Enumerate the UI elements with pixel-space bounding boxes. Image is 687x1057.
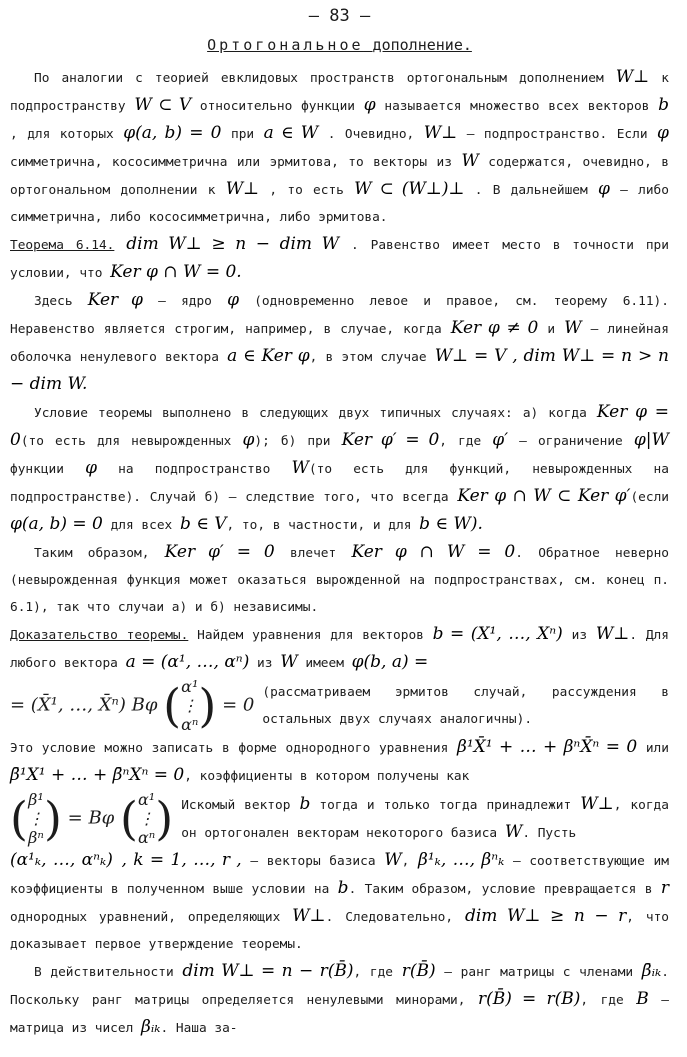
math-w-subset-perp-perp: W ⊂ (W⊥)⊥ xyxy=(354,179,465,199)
text-run: ); б) при xyxy=(254,434,331,449)
math-phi: φ xyxy=(657,123,669,143)
hermitian-remark: (рассматриваем эрмитов случай, рассуждения в остальных двух случаях аналогичны). xyxy=(262,684,669,727)
math-phi-ab-zero: φ(a, b) = 0 xyxy=(10,514,103,534)
math-phi-ab-zero: φ(a, b) = 0 xyxy=(123,123,222,143)
math-w-perp: W⊥ xyxy=(615,67,650,87)
text-run: – ограничение xyxy=(519,434,623,449)
paragraph-equations xyxy=(10,734,669,790)
text-run: имеем xyxy=(305,656,344,671)
math-phi-ba: φ(b, a) = xyxy=(351,652,429,672)
math-b-vector: b = (X¹, …, Xⁿ) xyxy=(432,624,563,644)
math-b: b xyxy=(337,878,349,898)
text-run: . Обратное неверно (невырожденная функция может оказаться вырожденной на подпространствах, см. конец п. 6.1), так что случаи а) и б) независимы. xyxy=(10,546,669,615)
text-run: ⋮ xyxy=(181,696,198,715)
text-run: , для которых xyxy=(10,127,114,142)
math-bilinear-form: = (X̄¹, …, X̄ⁿ) Bφ (α¹ ⋮ αⁿ) = 0 xyxy=(10,677,255,734)
text-run: тогда и только тогда принадлежит xyxy=(319,797,572,813)
math-b-in-w: b ∈ W). xyxy=(419,514,483,534)
math-ker-prime-zero: Ker φ′ = 0 xyxy=(164,542,275,562)
text-run: и xyxy=(547,322,556,337)
text-run: (одновременно левое и правое, см. теорему 6.11). Неравенство является строгим, например, в случае, когда xyxy=(10,294,669,337)
math-r: r xyxy=(660,878,669,898)
math-equation-1: β¹X̄¹ + … + βⁿX̄ⁿ = 0 xyxy=(457,737,638,757)
math-phi: φ xyxy=(85,458,97,478)
text-run: α¹ xyxy=(138,790,156,809)
text-run: из xyxy=(257,656,273,671)
text-run: (если xyxy=(630,490,669,505)
equation-block-coefficients xyxy=(10,790,669,847)
paragraph-consequence xyxy=(10,539,669,621)
math-a-in-ker: a ∈ Ker φ xyxy=(227,346,310,366)
math-w: W xyxy=(291,458,309,478)
paragraph-proof-start xyxy=(10,621,669,677)
math-rank-equality: r(B̄) = r(B) xyxy=(477,989,581,1009)
math-dim-n-minus-r: dim W⊥ ≥ n − r xyxy=(464,906,627,926)
text-run: (то есть для функций, невырожденных на подпространстве). Случай б) – следствие того, что всегда xyxy=(10,462,669,505)
math-phi-prime: φ′ xyxy=(492,430,509,450)
text-run: на подпространство xyxy=(118,462,271,477)
text-run: , то есть xyxy=(269,183,344,198)
text-run: αⁿ xyxy=(181,715,199,734)
text-run: содержатся, очевидно, в ортогональном дополнении к xyxy=(10,155,669,198)
math-w-perp: W⊥ xyxy=(595,624,630,644)
text-run: α¹ xyxy=(181,677,199,696)
text-run: По аналогии с теорией евклидовых пространств ортогональным дополнением xyxy=(34,71,604,86)
math-w: W xyxy=(384,850,402,870)
orthogonality-remark xyxy=(181,791,669,847)
math-ker-prime-zero: Ker φ′ = 0 xyxy=(341,430,440,450)
math-ker-zero: Ker φ = 0 xyxy=(10,402,669,450)
text-run: – векторы базиса xyxy=(250,854,376,869)
math-matrix-b: B xyxy=(636,989,649,1009)
math-equation-2: β̄¹X¹ + … + β̄ⁿXⁿ = 0 xyxy=(10,765,185,785)
text-run: функции xyxy=(10,462,64,477)
section-title-word-2: дополнение. xyxy=(372,36,472,54)
equation-block-hermitian xyxy=(10,677,669,734)
math-strict-case: W⊥ = V , dim W⊥ = n > n − dim W. xyxy=(10,346,669,394)
math-a-in-w: a ∈ W xyxy=(263,123,319,143)
paragraph-rank xyxy=(10,958,669,1042)
text-run: , что доказывает первое утверждение теоремы. xyxy=(10,910,669,952)
text-run: ⋮ xyxy=(27,809,44,828)
math-beta: βᵢₖ xyxy=(141,1017,161,1037)
math-betas: β¹ₖ, …, βⁿₖ xyxy=(418,850,505,870)
text-run: влечет xyxy=(289,546,337,561)
text-run: – матрица из чисел xyxy=(10,993,669,1036)
math-phi: φ xyxy=(242,430,255,450)
text-run: , где xyxy=(580,993,624,1008)
text-run: = 0 xyxy=(222,694,255,716)
text-run: В действительности xyxy=(34,965,174,980)
math-ker-phi: Ker φ xyxy=(87,290,143,310)
text-run: . Равенство имеет место в точности при условии, что xyxy=(10,238,669,281)
text-run: однородных уравнений, определяющих xyxy=(10,910,281,925)
math-ker-nonzero: Ker φ ≠ 0 xyxy=(450,318,539,338)
text-run: называется множество всех векторов xyxy=(384,99,650,114)
math-coefficient-vector: (β¹ ⋮ βⁿ) = Bφ (α¹ ⋮ αⁿ) xyxy=(10,790,174,847)
math-w: W xyxy=(504,821,523,842)
text-run: – линейная оболочка ненулевого вектора xyxy=(10,322,669,365)
text-run: βⁿ xyxy=(28,828,44,847)
text-run: . Следовательно, xyxy=(325,910,454,925)
math-b: b xyxy=(658,95,669,115)
math-ker-condition: Ker φ ∩ W = 0. xyxy=(110,262,242,282)
proof-label: Доказательство теоремы. xyxy=(10,628,189,643)
text-run: Здесь xyxy=(34,294,73,309)
text-run: или xyxy=(645,741,669,756)
text-run: Это условие можно записать в форме однородного уравнения xyxy=(10,741,449,756)
theorem-label: Теорема 6.14. xyxy=(10,238,115,253)
paragraph-definition xyxy=(10,64,669,231)
math-phi: φ xyxy=(597,179,610,199)
text-run: . Очевидно, xyxy=(327,127,415,142)
math-b: b xyxy=(299,793,311,814)
text-run: к подпространству xyxy=(10,71,669,114)
text-run: – либо симметрична, либо кососимметрична, либо эрмитова. xyxy=(10,183,669,225)
math-w-perp: W⊥ xyxy=(580,793,614,814)
math-beta-bar: β̄ᵢₖ xyxy=(641,961,662,981)
math-w: W xyxy=(280,652,298,672)
text-run: при xyxy=(231,127,255,142)
math-b-in-v: b ∈ V xyxy=(179,514,227,534)
math-phi: φ xyxy=(227,290,239,310)
text-run: Таким образом, xyxy=(34,546,150,561)
math-dim-inequality: dim W⊥ ≥ n − dim W xyxy=(126,234,340,254)
paragraph-basis: (α¹ₖ, …, αⁿₖ) , k = 1, …, r , – векторы базиса W, β¹ₖ, …, βⁿₖ – соответствующие им коэффициенты в полученном выше условии на b. Таким образом, условие превращается в r однородных уравнений, определяющих W⊥. Следовательно, dim W⊥ ≥ n − r, что доказывает первое утверждение теоремы. xyxy=(10,850,669,952)
math-ker-w-zero: Ker φ ∩ W = 0 xyxy=(351,542,516,562)
math-dim-equality: dim W⊥ = n − r(B̄) xyxy=(182,961,354,981)
text-run: , когда он ортогонален векторам некоторого базиса xyxy=(181,797,669,841)
text-run: . Поскольку ранг матрицы определяется ненулевыми минорами, xyxy=(10,965,669,1008)
math-w-perp: W⊥ xyxy=(225,179,260,199)
text-run: – соответствующие им коэффициенты в полученном выше условии на xyxy=(10,854,669,897)
text-run: . Для любого вектора xyxy=(10,628,669,671)
text-run: , коэффициенты в котором получены как xyxy=(184,769,470,784)
text-run: , то, в частности, и для xyxy=(226,518,412,533)
text-run: из xyxy=(571,628,588,643)
math-k-range: , k = 1, …, r , xyxy=(121,850,242,870)
text-run: , где xyxy=(353,965,394,980)
text-run: , где xyxy=(439,434,482,449)
text-run: Искомый вектор xyxy=(181,797,291,813)
page-number: – 83 – xyxy=(308,6,371,26)
section-title-word-1: Ортогональное xyxy=(207,36,364,54)
math-w-perp: W⊥ xyxy=(292,906,326,926)
text-run: αⁿ xyxy=(137,828,156,847)
section-title xyxy=(10,32,669,58)
text-run: – подпространство. Если xyxy=(466,127,648,142)
paragraph-kernel xyxy=(10,287,669,399)
text-run: – ядро xyxy=(158,294,212,309)
math-phi: φ xyxy=(363,95,376,115)
paragraph-cases xyxy=(10,399,669,539)
text-run: Условие теоремы выполнено в следующих двух типичных случаях: а) когда xyxy=(34,406,587,421)
text-run: . Таким образом, условие превращается в xyxy=(348,882,653,897)
text-run: β¹ xyxy=(28,790,44,809)
math-phi-restricted: φ|W xyxy=(633,430,669,450)
text-run: . Пусть xyxy=(522,825,577,841)
text-run: = (X̄¹, …, X̄ⁿ) Bφ xyxy=(10,694,158,716)
text-run: . В дальнейшем xyxy=(474,183,588,198)
text-run: (то есть для невырожденных xyxy=(20,434,232,449)
math-rank-bbar: r(B̄) xyxy=(401,961,436,981)
text-run: . Наша за- xyxy=(160,1021,238,1036)
math-w-subset-v: W ⊂ V xyxy=(134,95,192,115)
paragraph-theorem xyxy=(10,231,669,287)
text-run: ⋮ xyxy=(138,809,155,828)
text-run: Найдем уравнения для векторов xyxy=(197,628,424,643)
math-w-perp: W⊥ xyxy=(423,123,458,143)
math-w: W xyxy=(461,151,479,171)
text-run: = Bφ xyxy=(67,807,115,829)
math-w: W xyxy=(564,318,582,338)
text-run: относительно функции xyxy=(199,99,355,114)
text-run: , в этом случае xyxy=(309,350,427,365)
text-run: симметрична, кососимметрична или эрмитова, то векторы из xyxy=(10,155,452,170)
math-a-vector: a = (α¹, …, αⁿ) xyxy=(125,652,250,672)
math-ker-inclusion: Ker φ ∩ W ⊂ Ker φ′ xyxy=(457,486,631,506)
text-run: для всех xyxy=(110,518,173,533)
text-run: – ранг матрицы с членами xyxy=(444,965,634,980)
math-basis-vector: (α¹ₖ, …, αⁿₖ) xyxy=(10,850,113,870)
